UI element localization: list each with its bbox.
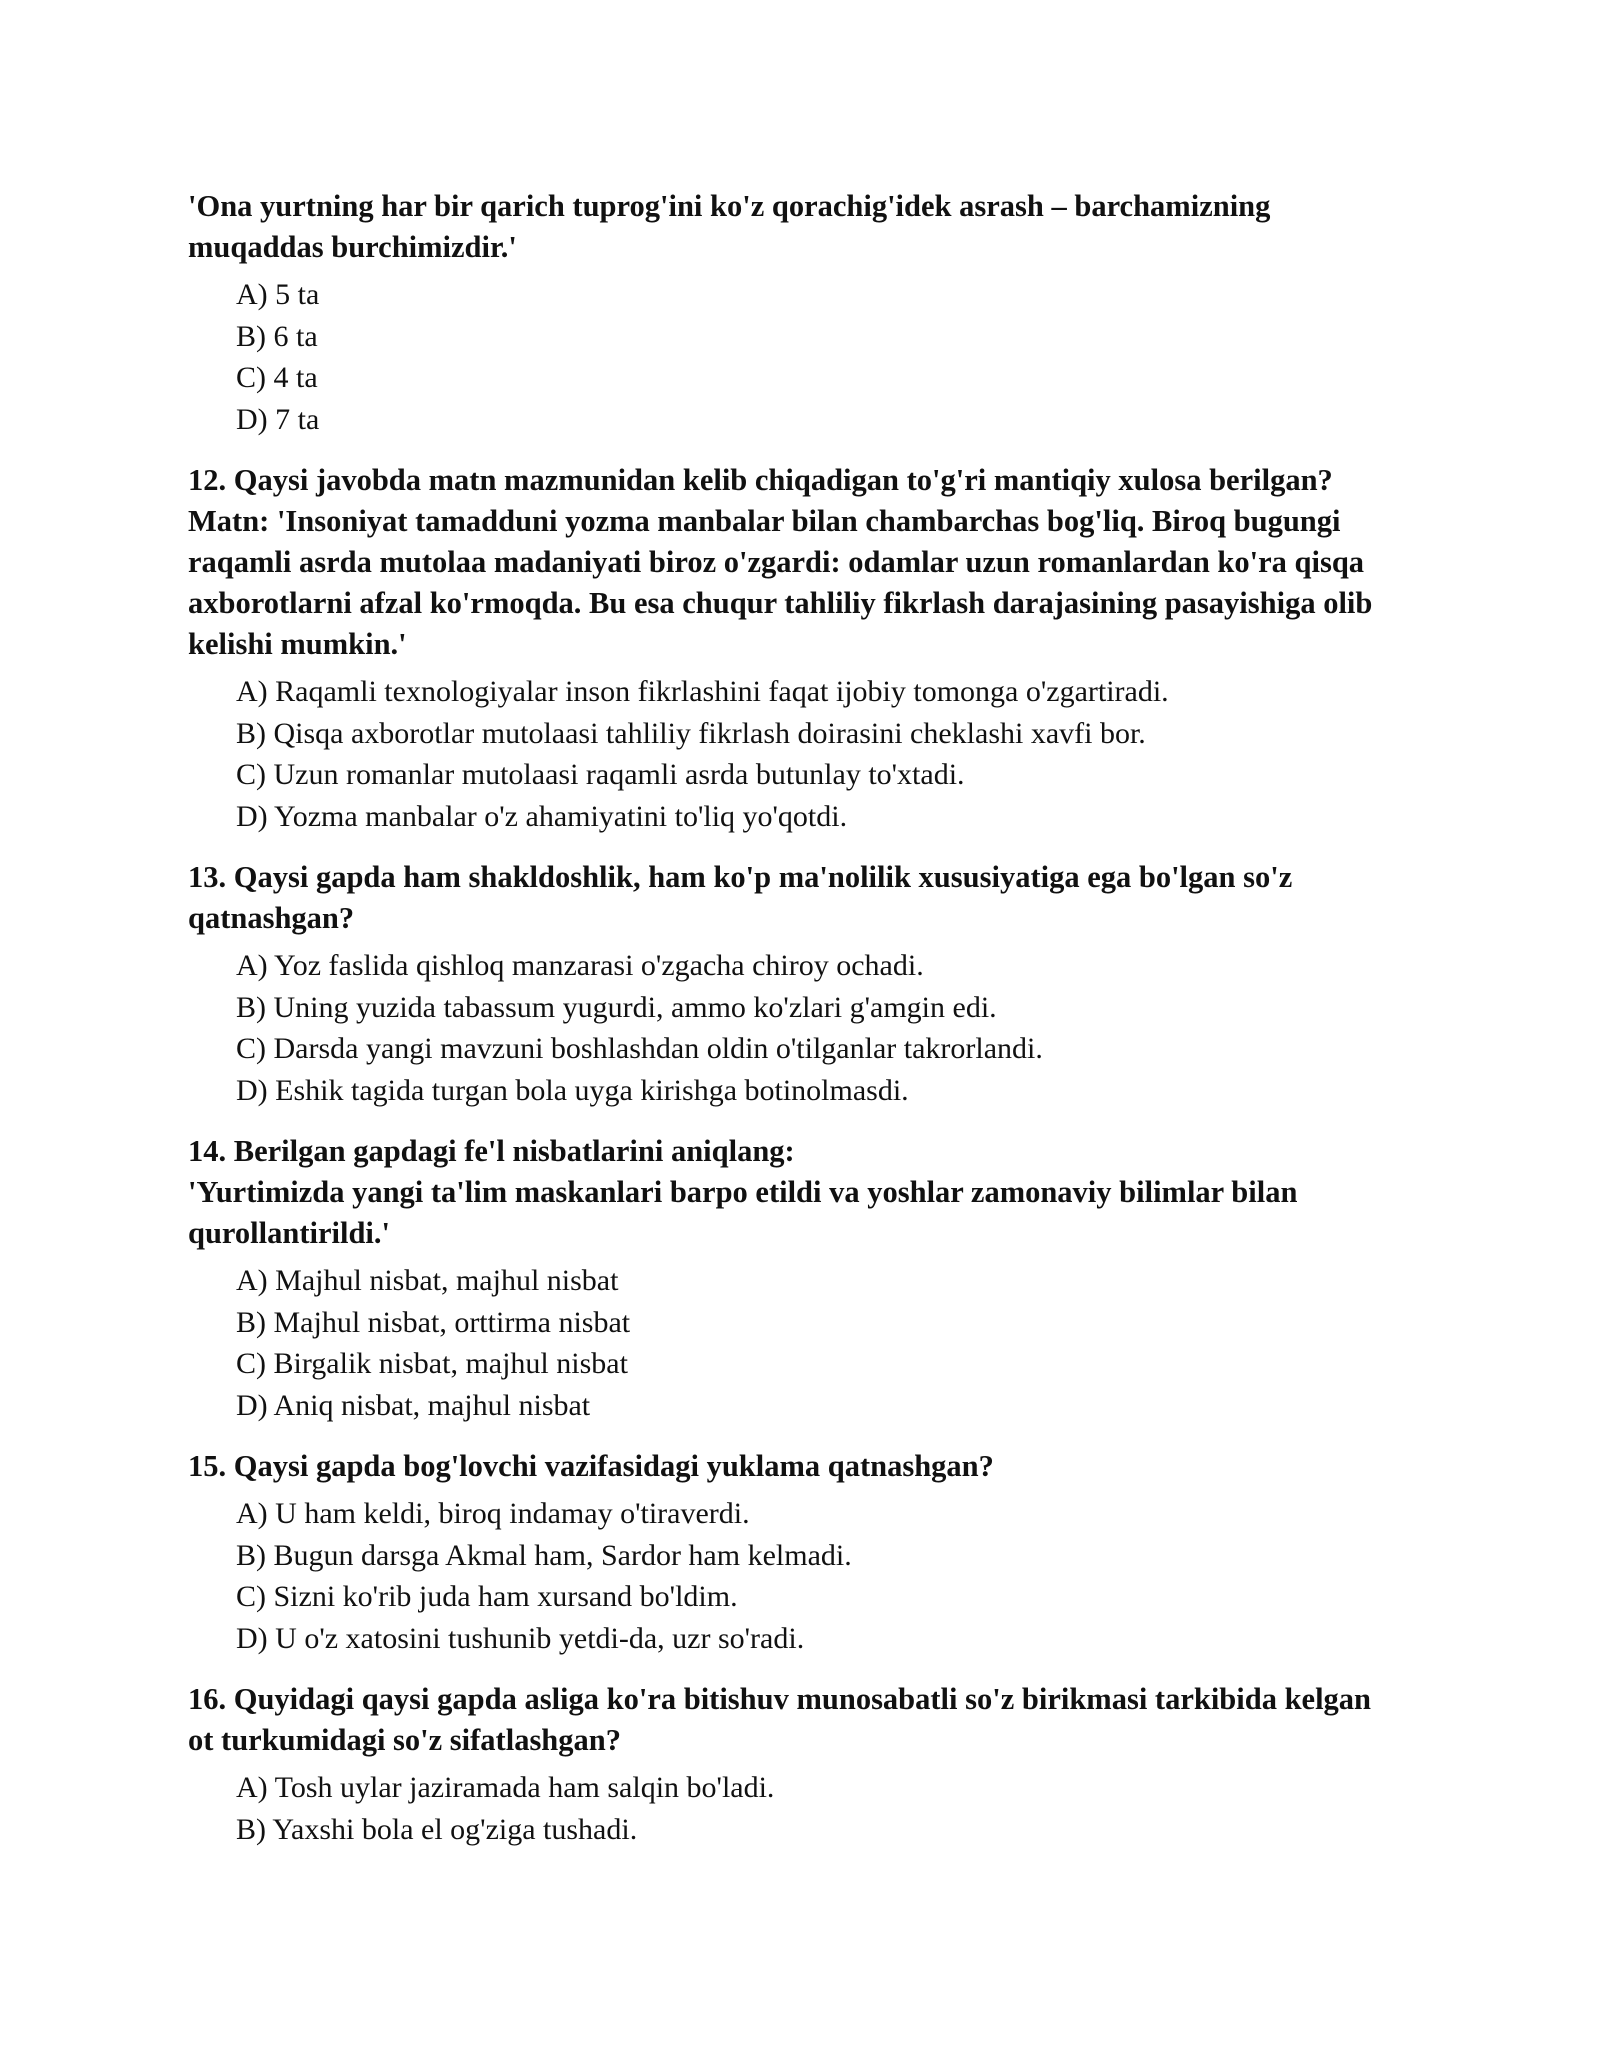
answer-options: [236, 274, 1428, 440]
answer-option-c: C) Sizni ko'rib juda ham xursand bo'ldim.: [236, 1580, 738, 1613]
question-line: kelishi mumkin.': [188, 627, 407, 661]
question-16: [188, 1679, 1428, 1850]
answer-option-b: B) 6 ta: [236, 319, 318, 353]
question-text: [188, 1679, 1428, 1761]
question-line: 12. Qaysi javobda matn mazmunidan kelib chiqadigan to'g'ri mantiqiy xulosa berilgan?: [188, 463, 1333, 497]
question-text: [188, 460, 1428, 665]
answer-option-a: A) U ham keldi, biroq indamay o'tiraverdi.: [236, 1497, 750, 1530]
answer-options: [236, 945, 1428, 1111]
answer-options: [236, 1260, 1428, 1426]
question-line: muqaddas burchimizdir.': [188, 230, 517, 264]
answer-option-b: B) Uning yuzida tabassum yugurdi, ammo ko'zlari g'amgin edi.: [236, 990, 997, 1024]
question-line: qatnashgan?: [188, 901, 355, 935]
answer-options: [236, 1767, 1428, 1850]
answer-option-b: B) Yaxshi bola el og'ziga tushadi.: [236, 1812, 638, 1846]
answer-option-c: C) Darsda yangi mavzuni boshlashdan oldin o'tilganlar takrorlandi.: [236, 1032, 1043, 1065]
answer-option-d: D) Yozma manbalar o'z ahamiyatini to'liq yo'qotdi.: [236, 799, 848, 833]
question-line: Matn: 'Insoniyat tamadduni yozma manbalar bilan chambarchas bog'liq. Biroq bugungi: [188, 504, 1341, 538]
question-text: [188, 857, 1428, 939]
answer-option-d: D) Aniq nisbat, majhul nisbat: [236, 1388, 591, 1422]
question-14: [188, 1131, 1428, 1426]
question-line: 15. Qaysi gapda bog'lovchi vazifasidagi yuklama qatnashgan?: [188, 1449, 994, 1483]
answer-option-d: D) 7 ta: [236, 402, 320, 436]
question-13: [188, 857, 1428, 1111]
answer-option-c: C) Uzun romanlar mutolaasi raqamli asrda butunlay to'xtadi.: [236, 758, 965, 791]
answer-option-b: B) Bugun darsga Akmal ham, Sardor ham kelmadi.: [236, 1538, 852, 1572]
answer-option-a: A) Raqamli texnologiyalar inson fikrlashini faqat ijobiy tomonga o'zgartiradi.: [236, 675, 1169, 708]
question-text: [188, 1446, 1428, 1487]
question-12: [188, 460, 1428, 837]
answer-option-a: A) Majhul nisbat, majhul nisbat: [236, 1264, 619, 1297]
question-line: 14. Berilgan gapdagi fe'l nisbatlarini aniqlang:: [188, 1134, 795, 1168]
answer-option-a: A) Yoz faslida qishloq manzarasi o'zgacha chiroy ochadi.: [236, 949, 924, 982]
answer-option-a: A) 5 ta: [236, 278, 320, 311]
answer-option-d: D) U o'z xatosini tushunib yetdi-da, uzr so'radi.: [236, 1621, 805, 1655]
document-page: [188, 186, 1428, 1850]
question-line: qurollantirildi.': [188, 1216, 390, 1250]
question-line: raqamli asrda mutolaa madaniyati biroz o'zgardi: odamlar uzun romanlardan ko'ra qisqa: [188, 545, 1365, 579]
question-text: [188, 1131, 1428, 1254]
question-text: [188, 186, 1428, 268]
answer-option-c: C) 4 ta: [236, 361, 318, 394]
question-line: axborotlarni afzal ko'rmoqda. Bu esa chuqur tahliliy fikrlash darajasining pasayishiga olib: [188, 586, 1373, 620]
answer-option-b: B) Qisqa axborotlar mutolaasi tahliliy fikrlash doirasini cheklashi xavfi bor.: [236, 716, 1146, 750]
answer-options: [236, 671, 1428, 837]
answer-options: [236, 1493, 1428, 1659]
answer-option-d: D) Eshik tagida turgan bola uyga kirishga botinolmasdi.: [236, 1073, 909, 1107]
answer-option-b: B) Majhul nisbat, orttirma nisbat: [236, 1305, 631, 1339]
question-line: 13. Qaysi gapda ham shakldoshlik, ham ko'p ma'nolilik xususiyatiga ega bo'lgan so'z: [188, 860, 1293, 894]
question-line: 'Ona yurtning har bir qarich tuprog'ini ko'z qorachig'idek asrash – barchamizning: [188, 189, 1271, 223]
question-line: 'Yurtimizda yangi ta'lim maskanlari barpo etildi va yoshlar zamonaviy bilimlar bilan: [188, 1175, 1298, 1209]
question-line: 16. Quyidagi qaysi gapda asliga ko'ra bitishuv munosabatli so'z birikmasi tarkibida kelgan: [188, 1682, 1372, 1716]
answer-option-c: C) Birgalik nisbat, majhul nisbat: [236, 1347, 628, 1380]
question-11: [188, 186, 1428, 440]
answer-option-a: A) Tosh uylar jaziramada ham salqin bo'ladi.: [236, 1771, 775, 1804]
question-line: ot turkumidagi so'z sifatlashgan?: [188, 1723, 621, 1757]
question-15: [188, 1446, 1428, 1659]
